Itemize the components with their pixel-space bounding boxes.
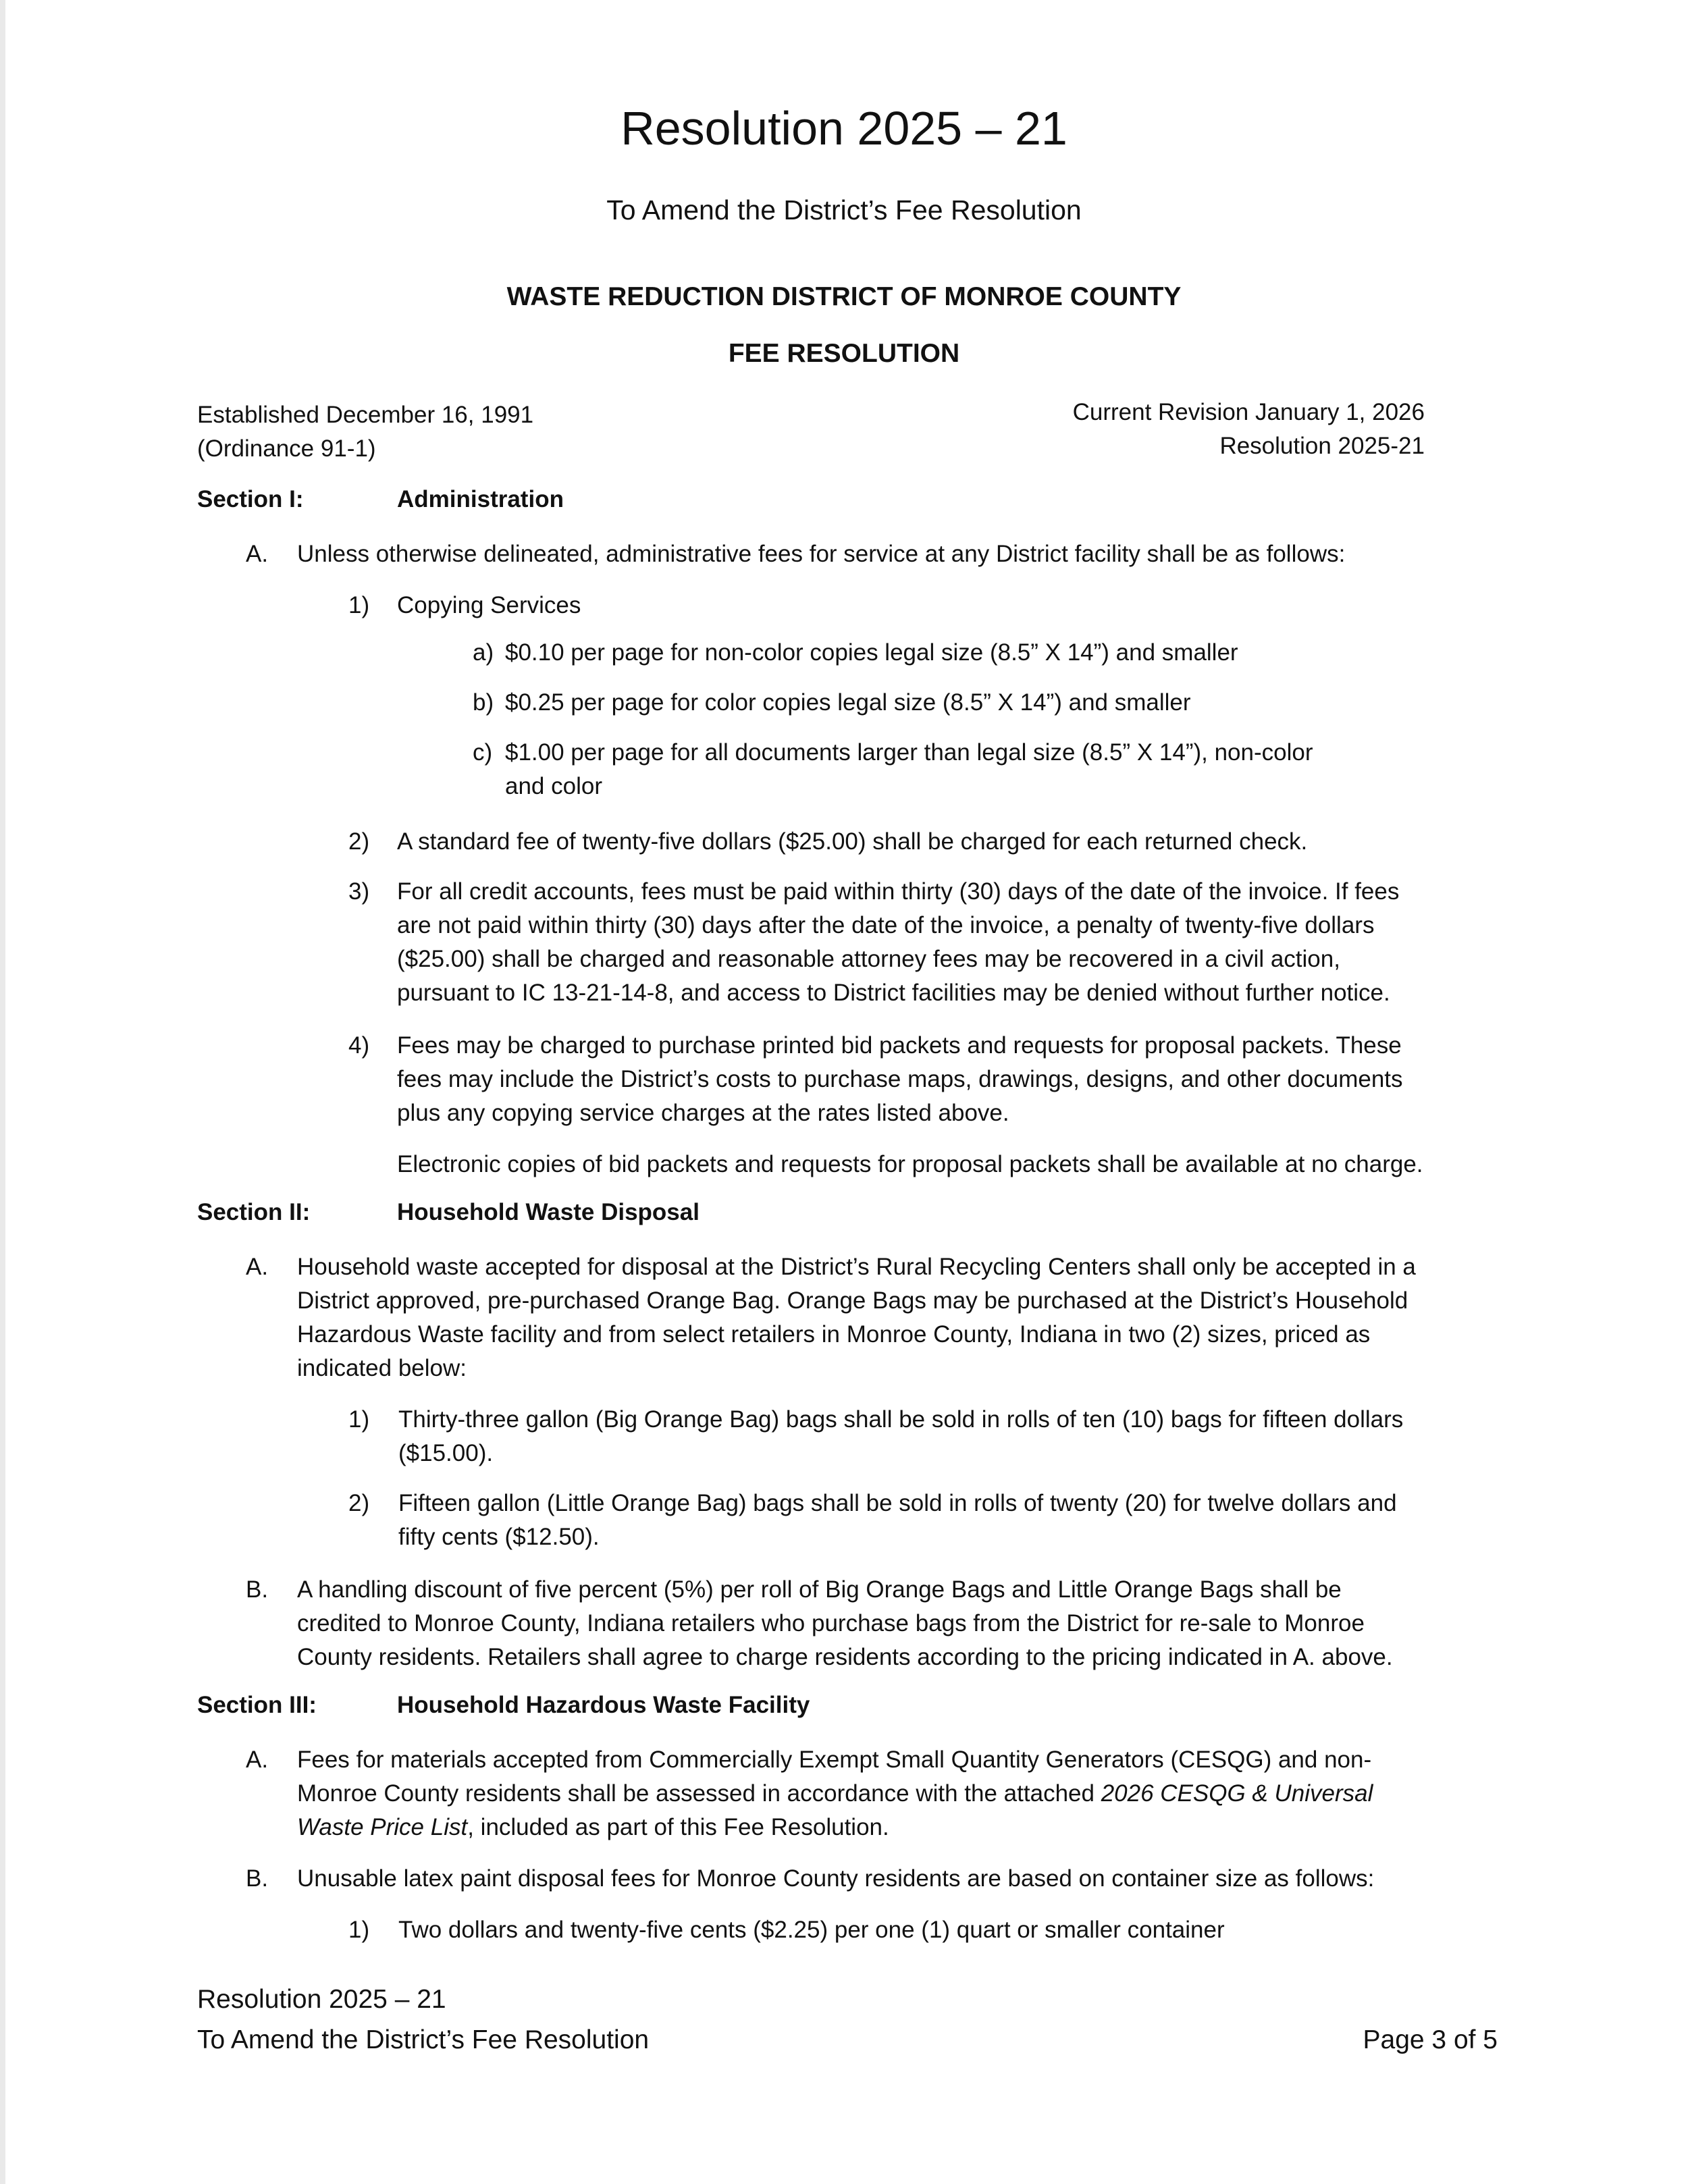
s2-item-2-text: Fifteen gallon (Little Orange Bag) bags shall be sold in rolls of twenty (20) for twelve dollars and fifty cents ($12.50).	[398, 1490, 1397, 1550]
s1-item-1b-text: $0.25 per page for color copies legal size (8.5” X 14”) and smaller	[505, 689, 1191, 716]
section-2-b-marker: B.	[246, 1576, 269, 1603]
s2-item-1-text: Thirty-three gallon (Big Orange Bag) bags shall be sold in rolls of ten (10) bags for fifteen dollars ($15.00).	[398, 1406, 1404, 1466]
page-number: Page 3 of 5	[1363, 2025, 1498, 2054]
section-3-heading: Household Hazardous Waste Facility	[397, 1692, 810, 1718]
s1-item-1c-marker: c)	[473, 739, 493, 766]
s1-item-3-text: For all credit accounts, fees must be paid within thirty (30) days of the date of the invoice. If fees are not paid within thirty (30) days after the date of the invoice, a penalty of twenty-five dollars ($25.00) shall be charged and reasonable attorney fees may be recovered in a civil action, pursuant to IC 13-21-14-8, and access to District facilities may be denied without further notice.	[397, 878, 1400, 1006]
s1-item-4-marker: 4)	[348, 1032, 370, 1059]
section-3-a-text: Fees for materials accepted from Commercially Exempt Small Quantity Generators (CESQG) and non- Monroe County residents shall be assessed in accordance with the attached 2026 CESQG & Universal Waste Price List, included as part of this Fee Resolution.	[297, 1747, 1373, 1840]
revision-date: Current Revision January 1, 2026	[1072, 399, 1425, 425]
organization-name: WASTE REDUCTION DISTRICT OF MONROE COUNTY	[506, 282, 1182, 311]
section-1-label: Section I:	[197, 486, 304, 512]
section-2-b-text: A handling discount of five percent (5%) per roll of Big Orange Bags and Little Orange Bags shall be credited to Monroe County, Indiana retailers who purchase bags from the District for re-sale to Monroe County residents. Retailers shall agree to charge residents according to the pricing indicated in A. above.	[297, 1576, 1393, 1670]
section-3-b-marker: B.	[246, 1865, 269, 1892]
section-2-heading: Household Waste Disposal	[397, 1199, 700, 1225]
price-list-title-part2: Waste Price List	[297, 1814, 468, 1840]
footer-left	[197, 1979, 649, 2060]
s2-item-2-marker: 2)	[348, 1490, 370, 1516]
document-heading: FEE RESOLUTION	[728, 339, 960, 368]
established-date: Established December 16, 1991	[197, 402, 534, 428]
section-1-a-text: Unless otherwise delineated, administrative fees for service at any District facility shall be as follows:	[297, 541, 1346, 567]
section-2-a-marker: A.	[246, 1254, 269, 1280]
page-title: Resolution 2025 – 21	[621, 102, 1067, 155]
section-2-a-text: Household waste accepted for disposal at the District’s Rural Recycling Centers shall only be accepted in a District approved, pre-purchased Orange Bag. Orange Bags may be purchased at the District’s Household Hazardous Waste facility and from select retailers in Monroe County, Indiana in two (2) sizes, priced as indicated below:	[297, 1254, 1416, 1381]
s1-item-1-marker: 1)	[348, 592, 370, 618]
ordinance-ref: (Ordinance 91-1)	[197, 435, 376, 462]
price-list-title-part1: 2026 CESQG & Universal	[1101, 1780, 1373, 1807]
page-subtitle: To Amend the District’s Fee Resolution	[606, 194, 1082, 225]
s1-item-4-text: Fees may be charged to purchase printed bid packets and requests for proposal packets. These fees may include the District’s costs to purchase maps, drawings, designs, and other documents plus any copying service charges at the rates listed above.	[397, 1032, 1403, 1126]
s1-item-1-text: Copying Services	[397, 592, 581, 618]
section-3-label: Section III:	[197, 1692, 317, 1718]
section-3-a-marker: A.	[246, 1747, 269, 1773]
s1-item-4-note: Electronic copies of bid packets and requests for proposal packets shall be available at no charge.	[397, 1151, 1423, 1177]
section-1-heading: Administration	[397, 486, 564, 512]
s3-item-1-marker: 1)	[348, 1917, 370, 1943]
section-3-b-text: Unusable latex paint disposal fees for Monroe County residents are based on container size as follows:	[297, 1865, 1375, 1892]
s1-item-1b-marker: b)	[473, 689, 494, 716]
revision-resolution: Resolution 2025-21	[1219, 433, 1425, 459]
s1-item-2-text: A standard fee of twenty-five dollars ($25.00) shall be charged for each returned check.	[397, 828, 1308, 855]
footer-subtitle: To Amend the District’s Fee Resolution	[197, 2025, 650, 2054]
s3-item-1-text: Two dollars and twenty-five cents ($2.25) per one (1) quart or smaller container	[398, 1917, 1225, 1943]
footer-resolution: Resolution 2025 – 21	[197, 1985, 446, 2014]
s1-item-2-marker: 2)	[348, 828, 370, 855]
s1-item-1a-marker: a)	[473, 639, 494, 666]
section-2-label: Section II:	[197, 1199, 311, 1225]
s1-item-1a-text: $0.10 per page for non-color copies legal size (8.5” X 14”) and smaller	[505, 639, 1238, 666]
established-info	[197, 398, 533, 466]
scan-edge	[0, 0, 5, 2184]
s1-item-1c-text: $1.00 per page for all documents larger than legal size (8.5” X 14”), non-color and color	[505, 739, 1313, 799]
section-1-a-marker: A.	[246, 541, 269, 567]
s1-item-3-marker: 3)	[348, 878, 370, 905]
revision-info	[1013, 396, 1425, 463]
s2-item-1-marker: 1)	[348, 1406, 370, 1433]
